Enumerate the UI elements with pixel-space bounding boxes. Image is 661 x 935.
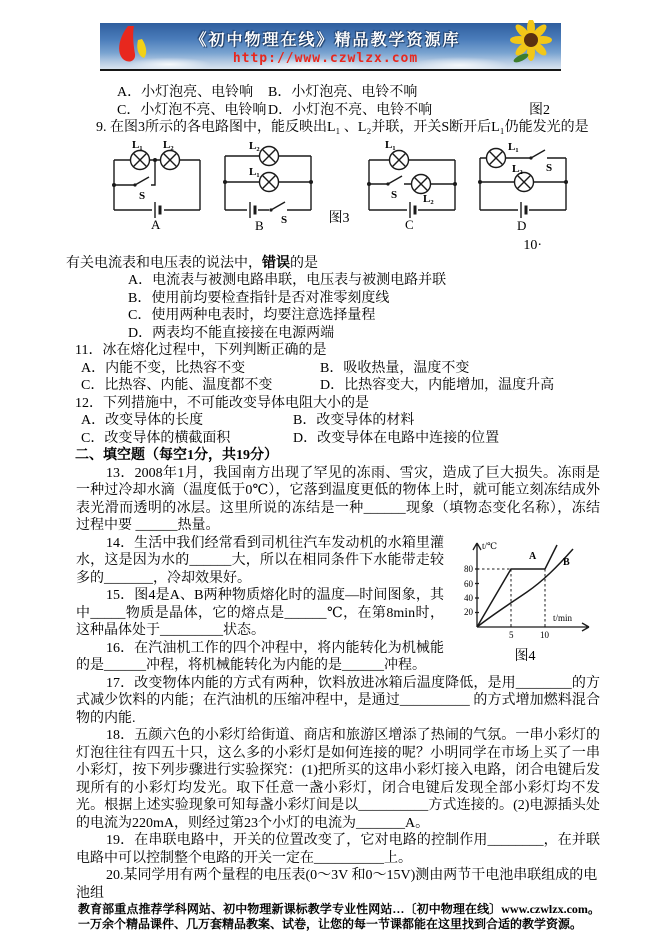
question-12-options-row-2 bbox=[66, 430, 600, 448]
figure-4-caption: 图4 bbox=[514, 649, 536, 664]
question-14: 14．生活中我们经常看到司机往汽车发动机的水箱里灌水，这是因为水的______大，所以在相同条件下水能带走较多的_______，冷却效果好。 bbox=[76, 535, 444, 586]
circuit-label: A bbox=[151, 216, 161, 232]
circuit-diagram-a bbox=[106, 140, 206, 238]
stem-text: 有关电流表和电压表的说法中， bbox=[66, 255, 262, 271]
question-17: 17．改变物体内能的方式有两种，饮料放进冰箱后温度降低，是用________的方式减少饮料的内能；在汽油机的压缩冲程中，是通过__________ 的方式增加燃料混合物的内能. bbox=[76, 675, 600, 726]
curve-a-label: A bbox=[529, 550, 537, 562]
question-9-stem: 9. 在图3所示的各电路图中，能反映出L₁ 、L₂并联，开关S断开后L₁仍能发光的是 bbox=[96, 120, 589, 135]
lamp-label: L₁ bbox=[384, 139, 396, 151]
section-2-heading: 二、填空题（每空1分，共19分） bbox=[75, 448, 278, 463]
option-a: A．小灯泡亮、电铃响 bbox=[117, 85, 254, 100]
question-11-stem: 11．冰在熔化过程中，下列判断正确的是 bbox=[75, 343, 327, 358]
option-c: C．小灯泡不亮、电铃响 bbox=[117, 102, 267, 118]
option-c: C．比热容、内能、温度都不变 bbox=[81, 378, 273, 393]
circuit-diagram-c bbox=[361, 140, 461, 238]
lamp-label: L₂ bbox=[422, 192, 434, 205]
lamp-label: L₂ bbox=[163, 139, 174, 151]
option-a: A．电流表与被测电路串联，电压表与被测电路并联 bbox=[128, 273, 447, 288]
option-b: B．小灯泡亮、电铃不响 bbox=[268, 85, 418, 100]
circuit-diagram-d bbox=[472, 140, 572, 238]
site-url-link[interactable]: http://www.czwlzx.com bbox=[232, 50, 419, 66]
question-10-number: 10· bbox=[523, 238, 542, 253]
option-d: D．小灯泡不亮、电铃不响 bbox=[268, 102, 433, 118]
question-15: 15．图4是A、B两种物质熔化时的温度—时间图象，其中_____物质是晶体，它的熔点是______℃，在第8min时，这种晶体处于_________状态。 bbox=[76, 588, 444, 638]
melting-curve-graph bbox=[455, 537, 595, 643]
option-b: B．使用前均要检查指针是否对准零刻度线 bbox=[128, 290, 390, 306]
option-d: D．比热容变大，内能增加，温度升高 bbox=[320, 378, 555, 393]
banner-text-block bbox=[152, 27, 499, 66]
question-12-options-row-1 bbox=[66, 412, 600, 430]
question-19: 19．在串联电路中，开关的位置改变了，它对电路的控制作用________，在并联电路中可以控制整个电路的开关一定在__________上。 bbox=[76, 833, 600, 866]
circuit-label: C bbox=[404, 216, 414, 232]
switch-label: S bbox=[139, 189, 146, 202]
option-c: C．改变导体的横截面积 bbox=[81, 430, 231, 446]
lamp-label: L₂ bbox=[249, 139, 260, 152]
figure-2-caption: 图2 bbox=[529, 102, 550, 118]
option-d: D．两表均不能直接接在电源两端 bbox=[128, 325, 335, 341]
y-tick: 80 bbox=[464, 563, 473, 574]
circuit-label: B bbox=[255, 217, 264, 232]
question-18: 18．五颜六色的小彩灯给街道、商店和旅游区增添了热闹的气氛。一串小彩灯的灯泡往往有四五十只，这么多的小彩灯是如何连接的呢？小明同学在市场上买了一串小彩灯，按下列步骤进行实验探究：(1)把所买的这串小彩灯接入电路，闭合电键后发现所有的小彩灯均发光。取下任意一盏小彩灯，闭合电键后发现全部小彩灯均不发光。根据上述实验现象可知每盏小彩灯间是以__________方式连接的。(2)电源插头处的电流为220mA，则经过第23个小灯的电流为_______A。 bbox=[76, 728, 600, 831]
switch-label: S bbox=[390, 188, 397, 201]
question-8-options-row-1 bbox=[66, 84, 600, 102]
lamp-label: L₁ bbox=[508, 140, 519, 153]
option-c: C．使用两种电表时，均要注意选择量程 bbox=[128, 308, 376, 323]
question-11-options-row-1 bbox=[66, 360, 600, 378]
circuit-label: D bbox=[517, 217, 527, 232]
option-d: D．改变导体在电路中连接的位置 bbox=[293, 430, 500, 446]
curve-b-label: B bbox=[563, 556, 570, 568]
y-tick: 40 bbox=[464, 592, 473, 603]
site-title: 《初中物理在线》精品教学资源库 bbox=[190, 31, 461, 49]
sunflower-icon bbox=[509, 20, 553, 69]
figure-3-caption: 图3 bbox=[328, 210, 350, 226]
site-banner bbox=[100, 23, 561, 71]
lamp-label: L₁ bbox=[132, 139, 143, 151]
y-tick: 60 bbox=[464, 578, 473, 589]
circuit-diagram-b bbox=[217, 140, 317, 238]
figure-4-block bbox=[450, 537, 600, 666]
question-11-options-row-2 bbox=[66, 377, 600, 395]
x-tick: 10 bbox=[540, 629, 549, 640]
stem-text: 的是 bbox=[290, 255, 318, 271]
option-a: A．内能不变，比热容不变 bbox=[81, 360, 246, 376]
exam-content bbox=[66, 84, 600, 932]
question-13: 13．2008年1月，我国南方出现了罕见的冻雨、雪灾，造成了巨大损失。冻雨是一种过冷却水滴（温度低于0℃），它落到温度更低的物体上时，就可能立刻冻结成外表光滑而透明的冰层。这里所说的冻结是一种______现象（填物态变化名称），冻结过程中要 ______热量。 bbox=[76, 465, 600, 533]
lamp-label: L₁ bbox=[249, 165, 260, 178]
question-10-stem bbox=[66, 255, 600, 273]
physics-online-logo-icon bbox=[112, 24, 152, 69]
switch-label: S bbox=[546, 161, 553, 174]
footer-text: 教育部重点推荐学科网站、初中物理新课标教学专业性网站…〔初中物理在线〕www.czwlzx.com。 一万余个精品课件、几万套精品教案、试卷，让您的每一节课都能在这里找到合适的教学资源。 bbox=[78, 902, 600, 931]
option-b: B．改变导体的材料 bbox=[293, 413, 415, 428]
y-axis-label: t/℃ bbox=[482, 540, 498, 551]
lamp-label: L₂ bbox=[512, 162, 523, 175]
question-12-stem: 12．下列措施中，不可能改变导体电阻大小的是 bbox=[75, 395, 369, 411]
question-16: 16．在汽油机工作的四个冲程中，将内能转化为机械能的是______冲程，将机械能转化为内能的是______冲程。 bbox=[76, 640, 444, 673]
x-axis-label: t/min bbox=[553, 612, 573, 623]
stem-emphasis: 错误 bbox=[262, 255, 290, 271]
question-20: 20.某同学用有两个量程的电压表(0～3V 和0～15V)测由两节干电池串联组成的电池组 bbox=[76, 868, 598, 901]
x-tick: 5 bbox=[509, 629, 514, 640]
figure-3-circuits bbox=[66, 137, 600, 238]
option-a: A．改变导体的长度 bbox=[81, 413, 204, 428]
option-b: B．吸收热量，温度不变 bbox=[320, 360, 470, 376]
switch-label: S bbox=[281, 213, 288, 226]
y-tick: 20 bbox=[464, 606, 473, 617]
question-8-options-row-2 bbox=[66, 102, 600, 120]
